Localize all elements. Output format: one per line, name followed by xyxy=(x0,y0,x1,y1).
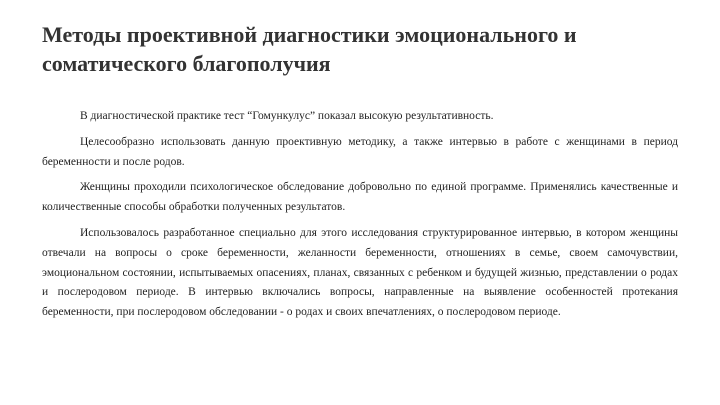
paragraph-test-result: В диагностической практике тест “Гомункулус” показал высокую результативность. xyxy=(80,110,494,122)
slide-title xyxy=(42,20,692,78)
paragraph-method-usage: Целесообразно использовать данную проективную методику, а также интервью в работе с женщинами в период беременности и после родов. xyxy=(42,135,678,168)
paragraph-interview: Использовалось разработанное специально для этого исследования структурированное интервью, в котором женщины отвечали на вопросы о сроке беременности, желанности беременности, отношениях в семье, своем самочувствии, эмоциональном состоянии, испытываемых опасениях, планах, связанных с ребенком и будущей жизнью, представлении о родах и послеродовом периоде. В интервью включались вопросы, направленные на выявление особенностей протекания беременности, при послеродовом обследовании - о родах и своих впечатлениях, о послеродовом периоде. xyxy=(42,226,678,319)
slide-title-line: соматического благополучия xyxy=(42,51,331,76)
slide-title-line: Методы проективной диагностики эмоционального и xyxy=(42,22,577,47)
slide-body xyxy=(42,107,678,329)
paragraph-examination: Женщины проходили психологическое обследование добровольно по единой программе. Применялись качественные и количественные способы обработки полученных результатов. xyxy=(42,181,678,214)
